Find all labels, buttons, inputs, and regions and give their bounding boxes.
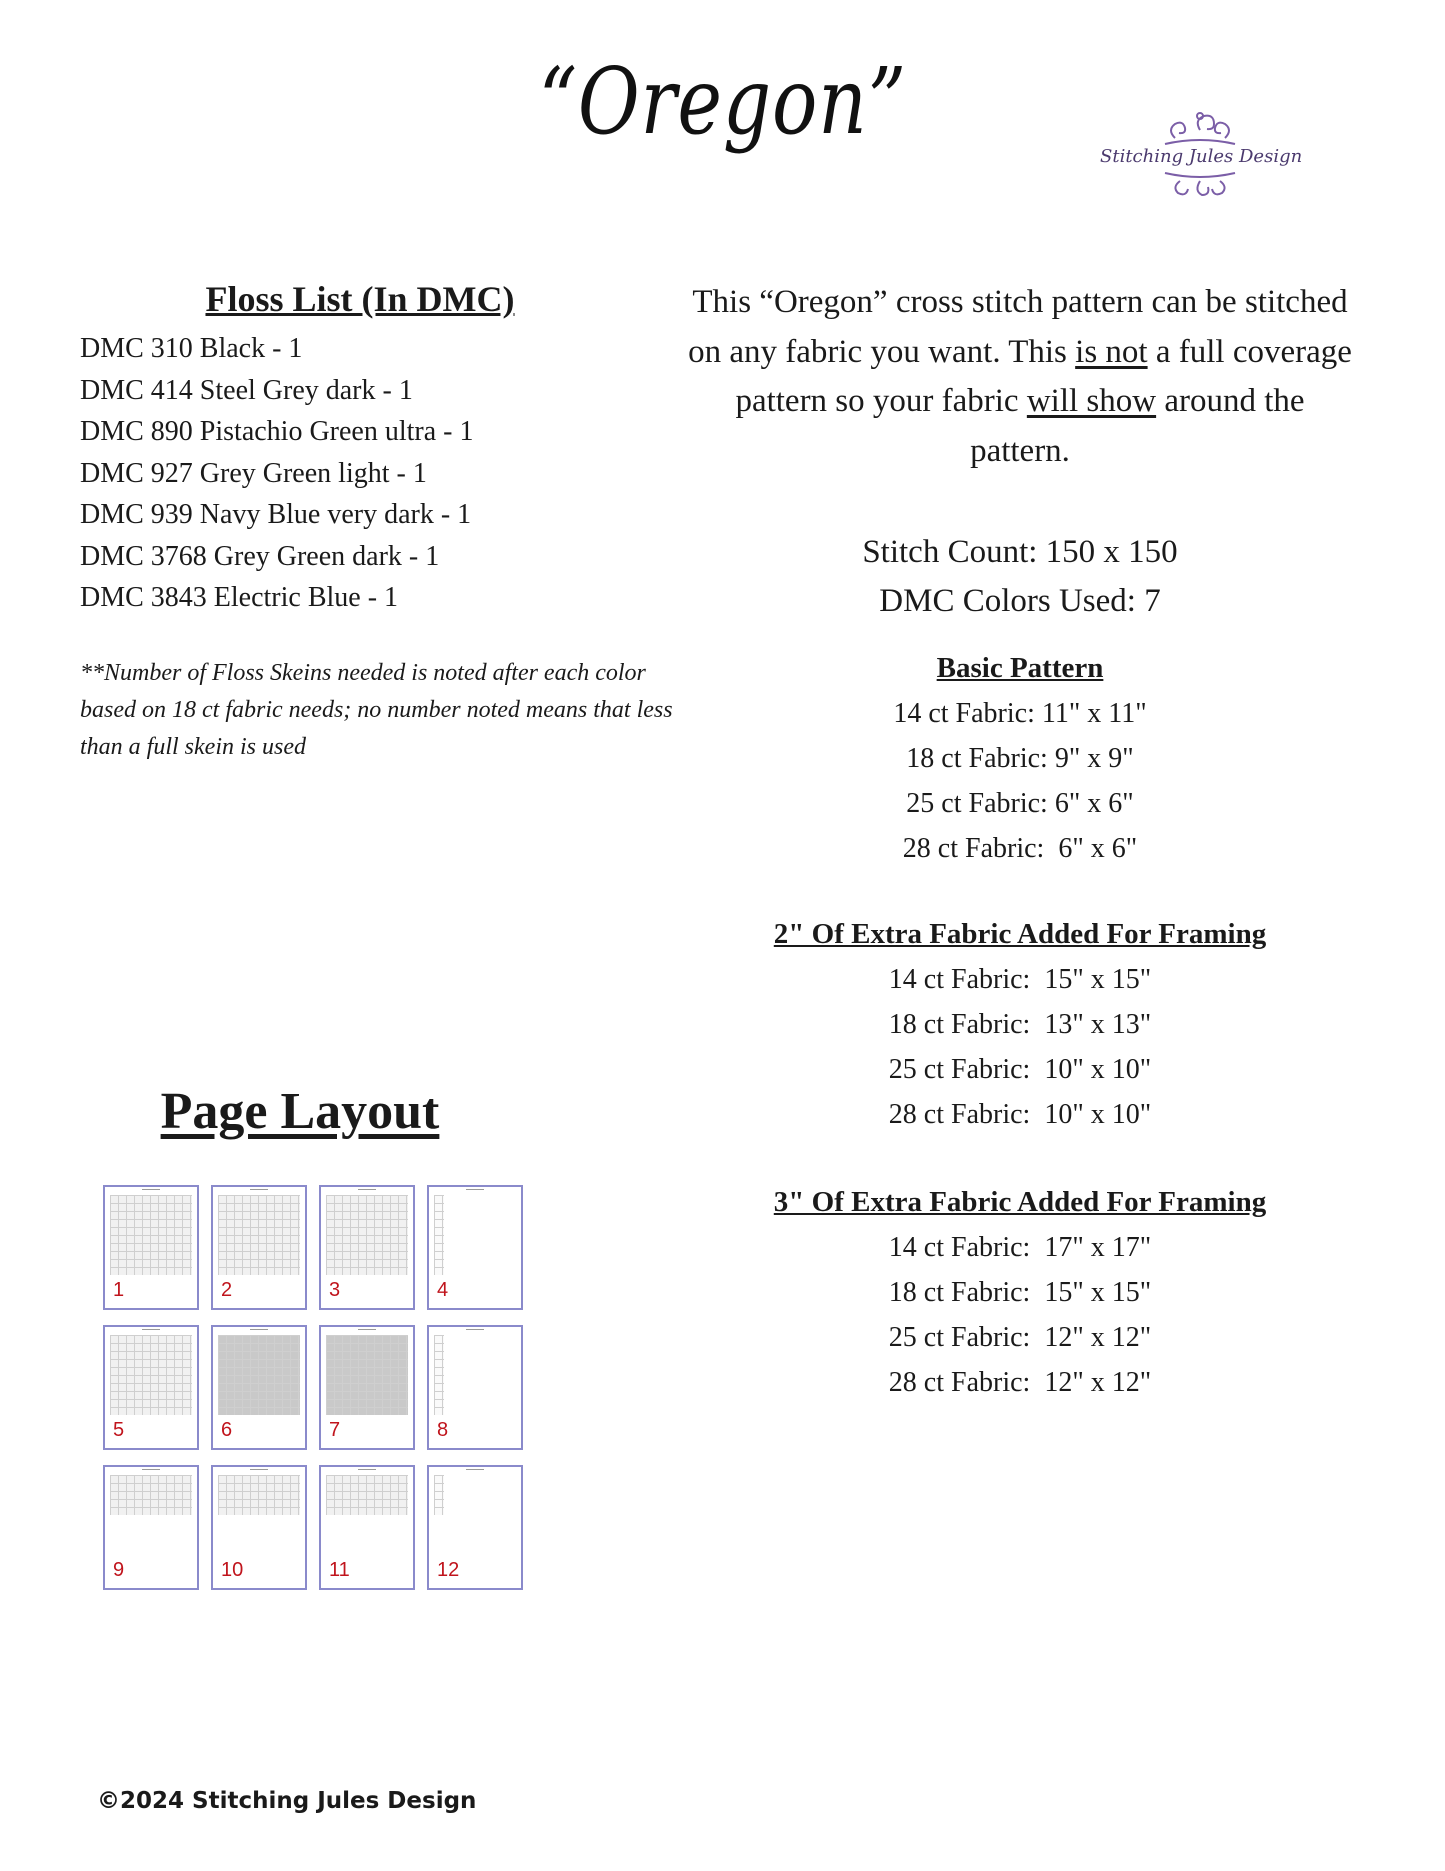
page-number: 2 [221, 1279, 233, 1301]
page-number: 6 [221, 1419, 233, 1441]
page-thumbnail [211, 1325, 307, 1450]
floss-item: DMC 310 Black - 1 [80, 333, 303, 364]
floss-item: DMC 939 Navy Blue very dark - 1 [80, 499, 472, 530]
floss-item: DMC 3768 Grey Green dark - 1 [80, 540, 440, 572]
intro-underline-is-not: is not [1075, 333, 1148, 370]
colors-used: DMC Colors Used: 7 [879, 583, 1161, 619]
page-thumbnail [211, 1185, 307, 1310]
floss-item: DMC 414 Steel Grey dark - 1 [80, 374, 413, 406]
extra-3-inch-heading: 3" Of Extra Fabric Added For Framing [773, 1186, 1267, 1218]
page-title: “Oregon” [538, 48, 907, 155]
intro-text: a full coverage pattern so your fabric [735, 333, 1352, 419]
brand-logo [1100, 108, 1303, 218]
intro-underline-will-show: will show [1026, 383, 1157, 419]
page-layout-heading: Page Layout [160, 1083, 440, 1140]
page-number: 1 [113, 1279, 125, 1301]
fabric-size-line: 28 ct Fabric: 12" x 12" [888, 1367, 1152, 1398]
swirl-ornament-bottom-icon [1155, 167, 1245, 201]
basic-pattern-heading: Basic Pattern [936, 652, 1104, 684]
extra-2-inch-heading: 2" Of Extra Fabric Added For Framing [773, 918, 1267, 950]
fabric-size-line: 25 ct Fabric: 6" x 6" [906, 788, 1134, 819]
page-thumbnail [427, 1465, 523, 1590]
page-number: 10 [221, 1559, 244, 1581]
page-number: 7 [329, 1419, 341, 1441]
fabric-size-line: 18 ct Fabric: 15" x 15" [888, 1277, 1152, 1308]
page-number: 4 [437, 1279, 449, 1301]
page-thumbnail [211, 1465, 307, 1590]
floss-item: DMC 927 Grey Green light - 1 [80, 457, 427, 489]
fabric-size-line: 28 ct Fabric: 10" x 10" [888, 1099, 1152, 1130]
floss-list [80, 328, 474, 619]
fabric-size-line: 28 ct Fabric: 6" x 6" [902, 833, 1138, 864]
extra-2-inch-section [685, 912, 1355, 1137]
page-thumbnail [427, 1325, 523, 1450]
copyright-footer: ©2024 Stitching Jules Design [97, 1788, 477, 1814]
page-number: 8 [437, 1419, 449, 1441]
stitch-count: Stitch Count: 150 x 150 [862, 534, 1178, 570]
fabric-size-line: 14 ct Fabric: 17" x 17" [888, 1232, 1152, 1263]
intro-text: This “Oregon” cross stitch pattern can be stitched on any fabric you want. This [688, 284, 1348, 370]
page-number: 9 [113, 1559, 125, 1581]
floss-list-heading: Floss List (In DMC) [205, 279, 515, 319]
page-thumbnail [427, 1185, 523, 1310]
page-thumbnail [103, 1325, 199, 1450]
page-number: 12 [437, 1559, 460, 1581]
page-thumbnail [319, 1325, 415, 1450]
fabric-size-line: 14 ct Fabric: 15" x 15" [888, 964, 1152, 995]
floss-item: DMC 3843 Electric Blue - 1 [80, 582, 399, 613]
intro-text: around the pattern. [970, 383, 1305, 469]
page-number: 5 [113, 1419, 125, 1441]
page-thumbnail [319, 1465, 415, 1590]
page-thumbnail [103, 1185, 199, 1310]
page-number: 3 [329, 1279, 341, 1301]
floss-item: DMC 890 Pistachio Green ultra - 1 [80, 416, 474, 447]
basic-pattern-section [685, 646, 1355, 871]
fabric-size-line: 18 ct Fabric: 13" x 13" [888, 1009, 1152, 1040]
fabric-size-line: 14 ct Fabric: 11" x 11" [893, 698, 1147, 729]
page-thumbnail [103, 1465, 199, 1590]
fabric-size-line: 25 ct Fabric: 12" x 12" [888, 1322, 1152, 1353]
fabric-size-line: 18 ct Fabric: 9" x 9" [906, 743, 1134, 774]
page-layout-grid [103, 1185, 533, 1595]
fabric-size-line: 25 ct Fabric: 10" x 10" [888, 1054, 1152, 1085]
page-thumbnail [319, 1185, 415, 1310]
extra-3-inch-section [685, 1180, 1355, 1405]
logo-text: Stitching Jules Design [1100, 146, 1303, 167]
floss-note: **Number of Floss Skeins needed is noted after each color based on 18 ct fabric needs; no number noted means that less than a full skein is used [80, 660, 673, 760]
page-number: 11 [329, 1559, 350, 1581]
intro-paragraph [685, 278, 1355, 476]
